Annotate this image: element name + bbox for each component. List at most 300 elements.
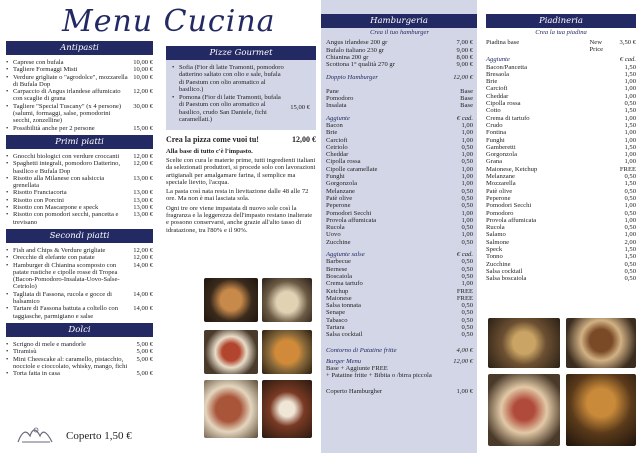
menu-item-name: Maionese [326, 294, 352, 302]
dolci-header: Dolci [6, 323, 153, 337]
burger-menu-desc-1: Base + Aggiunte FREE [326, 365, 388, 373]
food-photo-salad-plate [488, 374, 560, 446]
menu-item [6, 370, 153, 377]
menu-item-price: 10,00 € [133, 59, 153, 66]
menu-item-name: Rucola [486, 224, 505, 232]
menu-item-name: Cipolla rossa [486, 100, 521, 108]
menu-item [6, 204, 153, 211]
menu-item-price: 14,00 € [133, 305, 153, 313]
menu-item-name: Crudo [486, 121, 503, 129]
impasto-desc-2: La pasta così nata resta in lievitazione dalle 48 alle 72 ore. Ma non è mai lasciata sola. [166, 188, 309, 203]
menu-item-price: 1,00 [461, 136, 473, 144]
menu-item-name: Angus irlandese 200 gr [326, 39, 388, 47]
menu-item-name: Gorgonzola [486, 151, 518, 159]
menu-item [486, 151, 636, 158]
menu-item [486, 210, 636, 217]
menu-item-name: Carciofi [486, 85, 508, 93]
menu-item [6, 66, 153, 73]
menu-item [326, 317, 473, 324]
menu-item-price: 1,50 [624, 253, 636, 261]
menu-item-name: • Spaghetti integrali, pomodoro Datterino, basilico e Bufala Dop [6, 160, 129, 175]
antipasti-header: Antipasti [6, 41, 153, 55]
menu-item [326, 144, 473, 151]
menu-item [6, 254, 153, 261]
pizza-pomona: • Pomona (Fior di latte Tramonti, bufala di Paestum con olio aromatico al basilico, crudo San Daniele, fichi caramellati.) [172, 94, 284, 123]
menu-item [326, 280, 473, 287]
menu-item-name: Salmone [486, 238, 510, 246]
menu-item-name: Mozzarella [486, 180, 516, 188]
menu-item-price: 7,00 € [456, 39, 473, 47]
menu-item-name: Funghi [326, 173, 345, 181]
menu-item [326, 231, 473, 238]
piadina-aggiunte-label: Aggiunte [486, 56, 510, 64]
food-photo-tartare [204, 330, 258, 374]
menu-item-name: Uovo [326, 231, 341, 239]
impasto-desc-3: Ogni tre ore viene impastata di nuovo sole così la fragranza e la leggerezza dell'impasto restano inalterate e possono conservarsi, anche grazie all'alto tasso di idratazione, tra l'80% e il 90%. [166, 204, 313, 234]
menu-item-name: Provola affumicata [486, 216, 537, 224]
menu-item [6, 189, 153, 196]
menu-item-name: • Verdure grigliate o "agrodolce", mozzarella di Bufala Dop [6, 74, 129, 89]
menu-item [486, 188, 636, 195]
menu-item-price: 0,50 [461, 224, 473, 232]
menu-item-price: 0,50 [461, 272, 473, 280]
menu-item-price: 14,00 € [133, 261, 153, 269]
salse-unit: € cad. [456, 251, 473, 259]
column-hamburgeria [321, 0, 477, 453]
menu-item-price: 5,00 € [136, 348, 153, 356]
menu-item-price: 2,00 [624, 238, 636, 246]
menu-item [326, 173, 473, 180]
menu-item [326, 158, 473, 165]
column-cucina [6, 38, 153, 377]
menu-item [326, 95, 473, 102]
menu-item [326, 188, 473, 195]
menu-item-price: 9,00 € [456, 46, 473, 54]
menu-item [326, 151, 473, 158]
menu-item-name: Zucchine [486, 260, 511, 268]
menu-item [486, 246, 636, 253]
pizza-cta: Crea la pizza come vuoi tu! [166, 135, 259, 145]
menu-item-name: • Tagliere Formaggi Misti [6, 66, 77, 73]
contorno-label: Contorno di Patatine fritte [326, 346, 397, 354]
menu-item-price: 1,00 [624, 114, 636, 122]
menu-item-name: • Gnocchi biologici con verdure croccanti [6, 153, 119, 160]
menu-item-price: FREE [456, 294, 473, 302]
menu-item-name: • Carpaccio di Angus irlandese affumicato con scaglie di grana [6, 88, 129, 103]
menu-item-name: Grana [486, 158, 503, 166]
menu-item-name: Rucola [326, 224, 345, 232]
menu-item [6, 59, 153, 66]
menu-item-price: 1,00 [461, 121, 473, 129]
menu-item-name: • Tagliere "Special Tuscany" (x 4 persone) (salumi, formaggi, salse, pomodorini secchi, zonzelline) [6, 103, 129, 125]
menu-item [486, 137, 636, 144]
secondi-header: Secondi piatti [6, 229, 153, 243]
menu-item-name: Cheddar [486, 92, 509, 100]
menu-item [326, 39, 473, 46]
menu-item-name: Speck [486, 246, 503, 254]
menu-item-price: 0,50 [624, 275, 636, 283]
menu-item-price: 1,00 [624, 92, 636, 100]
menu-item-name: Melanzane [486, 173, 515, 181]
menu-item-price: 0,50 [624, 194, 636, 202]
menu-item [6, 103, 153, 125]
menu-item-name: Patè olive [486, 187, 513, 195]
menu-item [486, 217, 636, 224]
menu-item-name: • Torta fatta in casa [6, 370, 60, 377]
menu-item [6, 247, 153, 254]
column-piadineria [486, 14, 636, 283]
coperto-hamburger-price: 1,00 € [456, 387, 473, 395]
menu-item-price: 0,50 [461, 302, 473, 310]
menu-item-price: 13,00 € [133, 189, 153, 197]
bread-list [326, 88, 473, 110]
menu-item-price: 13,00 € [133, 196, 153, 204]
menu-item [326, 239, 473, 246]
menu-item-price: 1,50 [624, 180, 636, 188]
menu-item-name: Pane [326, 87, 339, 95]
menu-item-price: 5,00 € [136, 340, 153, 348]
menu-item-price: 1,00 [461, 165, 473, 173]
menu-item-price: 0,50 [624, 100, 636, 108]
doppio-price: 12,00 € [453, 74, 473, 82]
menu-item [326, 331, 473, 338]
menu-item-name: Brie [326, 129, 338, 137]
menu-item-name: Pomodori Secchi [486, 202, 532, 210]
menu-item [326, 129, 473, 136]
menu-item-name: Cotto [486, 107, 501, 115]
antipasti-list [6, 59, 153, 132]
menu-item-name: Melanzane [326, 187, 355, 195]
menu-item [6, 160, 153, 175]
menu-item [486, 261, 636, 268]
menu-item-name: Carciofi [326, 136, 348, 144]
menu-item [486, 93, 636, 100]
burger-menu-desc-2: + Patatine fritte + Bibita o /birra piccola [326, 372, 432, 380]
food-photo-dessert [262, 380, 312, 438]
menu-item [6, 348, 153, 355]
menu-item-name: Chianina 200 gr [326, 53, 369, 61]
menu-item-name: Salsa cocktail [326, 331, 363, 339]
menu-item-price: 1,00 [624, 129, 636, 137]
menu-item-name: Salamo [486, 231, 506, 239]
menu-item [486, 180, 636, 187]
menu-item-price: 0,50 [624, 173, 636, 181]
menu-item-price: 0,50 [461, 323, 473, 331]
menu-item-price: 1,00 [461, 231, 473, 239]
menu-item-price: 1,50 [624, 70, 636, 78]
menu-item-name: Pomodoro [486, 209, 514, 217]
hamburger-aggiunte-list [326, 122, 473, 246]
menu-item [326, 54, 473, 61]
menu-item-name: Pomodori Secchi [326, 209, 372, 217]
menu-item-name: Senape [326, 309, 346, 317]
pizze-header: Pizze Gourmet [166, 46, 316, 60]
menu-item-name: • Orecchie di elefante con patate [6, 254, 95, 261]
aggiunte-unit: € cad. [456, 114, 473, 122]
menu-item [6, 305, 153, 320]
menu-item-price: 9,00 € [456, 61, 473, 69]
menu-item-name: Salsa cocktail [486, 267, 523, 275]
impasto-desc-1: Scelte con cura le materie prime, tutti ingredienti italiani da selezionati produttori, si procede solo con lavorazioni artigianali per amalgamare farina, il semplice ma speciale lievito, l'acqua. [166, 156, 316, 186]
menu-item-price: 1,50 [624, 121, 636, 129]
menu-item-name: Barbecue [326, 258, 351, 266]
menu-item-price: 10,00 € [133, 66, 153, 74]
menu-item-name: Insalata [326, 102, 347, 110]
pizze-box [166, 60, 316, 130]
menu-item [326, 88, 473, 95]
menu-item [326, 288, 473, 295]
menu-item-price: 0,50 [461, 309, 473, 317]
menu-item [326, 210, 473, 217]
column-pizze [166, 46, 316, 234]
menu-item [6, 211, 153, 226]
menu-item [486, 85, 636, 92]
menu-item-name: Brie [486, 78, 498, 86]
menu-item-name: Crema di tartufo [486, 114, 530, 122]
menu-item-name: Fontina [486, 129, 507, 137]
menu-item-price: 1,00 [461, 280, 473, 288]
coperto-label: Coperto 1,50 € [66, 430, 132, 442]
menu-item-price: 12,00 € [133, 254, 153, 262]
menu-item-name: Salsa tonnata [326, 302, 361, 310]
menu-item-price: 1,00 [461, 173, 473, 181]
menu-item-price: 1,00 [624, 78, 636, 86]
salse-label: Aggiunte salse [326, 251, 365, 259]
menu-item-price: 1,00 [461, 180, 473, 188]
menu-item [486, 129, 636, 136]
menu-item-price: 1,00 [624, 158, 636, 166]
menu-item [486, 122, 636, 129]
menu-item-name: Scottona 1° qualità 270 gr [326, 61, 395, 69]
menu-item-name: Tonno [486, 253, 503, 261]
menu-item [6, 262, 153, 291]
menu-item-price: 0,50 [624, 260, 636, 268]
menu-item-price: 0,50 [624, 224, 636, 232]
menu-item-name: • Risotto con Porcini [6, 197, 64, 204]
meats-list [326, 39, 473, 68]
menu-item-name: Gamberetti [486, 143, 516, 151]
menu-item-name: Patè olive [326, 194, 353, 202]
menu-item-name: • Risotto con Mascarpone e speck [6, 204, 98, 211]
menu-item [326, 224, 473, 231]
menu-item-price: 13,00 € [133, 204, 153, 212]
menu-item-price: FREE [619, 165, 636, 173]
menu-item [486, 78, 636, 85]
menu-item-price: 12,00 € [133, 246, 153, 254]
menu-item-price: 0,50 [461, 265, 473, 273]
menu-item-price: 15,00 € [133, 124, 153, 132]
menu-item-name: • Caprese con bufala [6, 59, 64, 66]
menu-item-price: 1,50 [624, 63, 636, 71]
piadineria-header: Piadineria [486, 14, 636, 28]
impasto-title: Alla base di tutto c'è l'impasto. [166, 147, 253, 155]
new-price-label: New Price [589, 39, 604, 54]
menu-item-price: 0,50 [461, 158, 473, 166]
menu-item-name: • Risotto alla Milanese con salsiccia grenellata [6, 175, 129, 190]
menu-item-name: Zucchine [326, 238, 351, 246]
menu-item [6, 197, 153, 204]
menu-item [6, 175, 153, 190]
food-photo-burger-tall [566, 374, 636, 446]
menu-item [326, 266, 473, 273]
menu-item [326, 122, 473, 129]
menu-item-price: 0,50 [461, 258, 473, 266]
menu-item-price: 0,50 [461, 331, 473, 339]
menu-item [326, 47, 473, 54]
menu-item-price: 14,00 € [133, 290, 153, 298]
doppio-label: Doppio Hamburger [326, 74, 378, 82]
hamburgeria-header: Hamburgeria [321, 14, 477, 28]
menu-item-price: 1,00 [624, 202, 636, 210]
menu-item-name: Bernese [326, 265, 348, 273]
pizze-price: 15,00 € [290, 104, 310, 111]
menu-title: Menu Cucina [62, 4, 276, 39]
food-photo-pasta [262, 278, 312, 322]
menu-item-name: Salsa boscaiola [486, 275, 527, 283]
hamburger-salse-list [326, 258, 473, 338]
menu-item-price: 0,50 [461, 238, 473, 246]
menu-item [326, 309, 473, 316]
menu-item-price: 1,50 [624, 143, 636, 151]
burger-menu-price: 12,00 € [453, 357, 473, 365]
menu-item-price: 0,50 [461, 316, 473, 324]
menu-item-price: 1,50 [624, 107, 636, 115]
menu-item-name: Maionese, Ketchup [486, 165, 538, 173]
menu-item-price: 5,00 € [136, 355, 153, 363]
menu-item [486, 64, 636, 71]
menu-item-price: 1,00 [624, 216, 636, 224]
menu-item-name: Cipolle caramellate [326, 165, 378, 173]
menu-item [6, 291, 153, 306]
menu-item-price: 0,50 [461, 143, 473, 151]
pizza-cta-price: 12,00 € [292, 135, 316, 145]
menu-item [326, 302, 473, 309]
pizza-sofia: • Sofia (Fior di latte Tramonti, pomodoro datterino saltato con olio e sale, bufala di Paestum con olio aromatico al basilico.) [172, 64, 284, 93]
piadina-aggiunte-list [486, 64, 636, 283]
menu-item-name: Cipolla rossa [326, 158, 361, 166]
menu-item-name: Tabasco [326, 316, 348, 324]
menu-item-price: 1,00 [624, 151, 636, 159]
menu-item-name: Provola affumicata [326, 216, 377, 224]
food-photo-piadina [488, 318, 560, 368]
menu-item-price: 1,00 [624, 85, 636, 93]
food-photo-pizza-slice [204, 380, 258, 438]
menu-item-name: Peperone [486, 194, 511, 202]
menu-item [486, 71, 636, 78]
menu-item [326, 102, 473, 109]
menu-item-price: 1,00 [461, 151, 473, 159]
menu-item-price: 0,50 [624, 187, 636, 195]
burger-menu-label: Burger Menu [326, 357, 362, 365]
menu-item-price: 0,50 [461, 187, 473, 195]
menu-item [6, 356, 153, 371]
menu-item [326, 258, 473, 265]
menu-item-name: Cetriolo [326, 143, 348, 151]
menu-item-name: • Risotto con pomodori secchi, pancetta e trevisano [6, 211, 129, 226]
menu-item-price: Base [460, 95, 473, 103]
coperto-hamburger-label: Coperto Hamburgher [326, 387, 383, 395]
restaurant-logo [14, 422, 58, 446]
menu-item [326, 217, 473, 224]
menu-item-price: 13,00 € [133, 211, 153, 219]
menu-item [486, 202, 636, 209]
menu-item [6, 125, 153, 132]
hamburgeria-subtitle: Crea il tuo hamburger [369, 29, 430, 36]
menu-item [486, 239, 636, 246]
menu-item [326, 166, 473, 173]
menu-item-name: Bresaola [486, 70, 510, 78]
menu-item [326, 273, 473, 280]
piadina-base-price: 3,50 € [619, 39, 636, 47]
menu-item-name: • Hamburger di Chianina scomposto con patate rustiche e cipolle rosse di Tropea (Bacon-Pomodoro-Insalata-Uovo-Salse-Cetriolo) [6, 262, 129, 291]
menu-item-price: 1,00 [461, 129, 473, 137]
menu-item [486, 100, 636, 107]
menu-item [486, 231, 636, 238]
secondi-list [6, 247, 153, 320]
menu-item [6, 88, 153, 103]
piadina-base-label: Piadina base [486, 39, 520, 47]
menu-item-name: Bacon/Pancetta [486, 63, 528, 71]
food-photo-pizza [262, 330, 312, 374]
menu-item-name: Crema tartufo [326, 280, 363, 288]
menu-item-name: Funghi [486, 136, 505, 144]
menu-item-name: • Mini Cheescake al: caramello, pistacchio, nocciole e cioccolato, whisky, mango, fichi [6, 356, 133, 371]
menu-item-price: 0,50 [624, 209, 636, 217]
menu-item-price: 1,00 [624, 136, 636, 144]
menu-item [326, 324, 473, 331]
menu-item-name: • Tiramisù [6, 348, 37, 355]
piadineria-subtitle: Crea la tua piadina [535, 29, 587, 36]
menu-item [486, 268, 636, 275]
menu-item-name: Ketchup [326, 287, 349, 295]
food-photo-burger-plate [204, 278, 258, 322]
contorno-price: 4,00 € [456, 346, 473, 354]
menu-item [6, 153, 153, 160]
menu-item-price: 13,00 € [133, 174, 153, 182]
menu-item-name: Bufalo italiano 230 gr [326, 46, 385, 54]
menu-item-price: 30,00 € [133, 102, 153, 110]
menu-item [326, 180, 473, 187]
menu-item [486, 115, 636, 122]
menu-item-price: 5,00 € [136, 370, 153, 378]
menu-item-price: 1,50 [624, 246, 636, 254]
primi-list [6, 153, 153, 226]
menu-item-name: Tartara [326, 323, 345, 331]
menu-item [326, 295, 473, 302]
menu-item-price: 12,00 € [133, 160, 153, 168]
menu-item-price: 0,50 [461, 194, 473, 202]
menu-item-name: • Possibilità anche per 2 persone [6, 125, 95, 132]
menu-item-price: FREE [456, 287, 473, 295]
menu-item-name: Bacon [326, 121, 343, 129]
menu-item-price: 1,00 [624, 231, 636, 239]
menu-item [486, 275, 636, 282]
menu-item-price: 0,50 [461, 202, 473, 210]
menu-item [326, 202, 473, 209]
menu-item-name: • Tartare di Fassona battuta a coltello con taggiasche, parmigiano e salse [6, 305, 129, 320]
menu-item [326, 61, 473, 68]
menu-item-price: 12,00 € [133, 88, 153, 96]
menu-item-price: Base [460, 102, 473, 110]
menu-item [486, 144, 636, 151]
menu-item-price: 12,00 € [133, 152, 153, 160]
menu-item [486, 158, 636, 165]
menu-item [486, 107, 636, 114]
menu-item-name: Gorgonzola [326, 180, 358, 188]
menu-item [486, 166, 636, 173]
menu-item [326, 195, 473, 202]
menu-item [486, 253, 636, 260]
